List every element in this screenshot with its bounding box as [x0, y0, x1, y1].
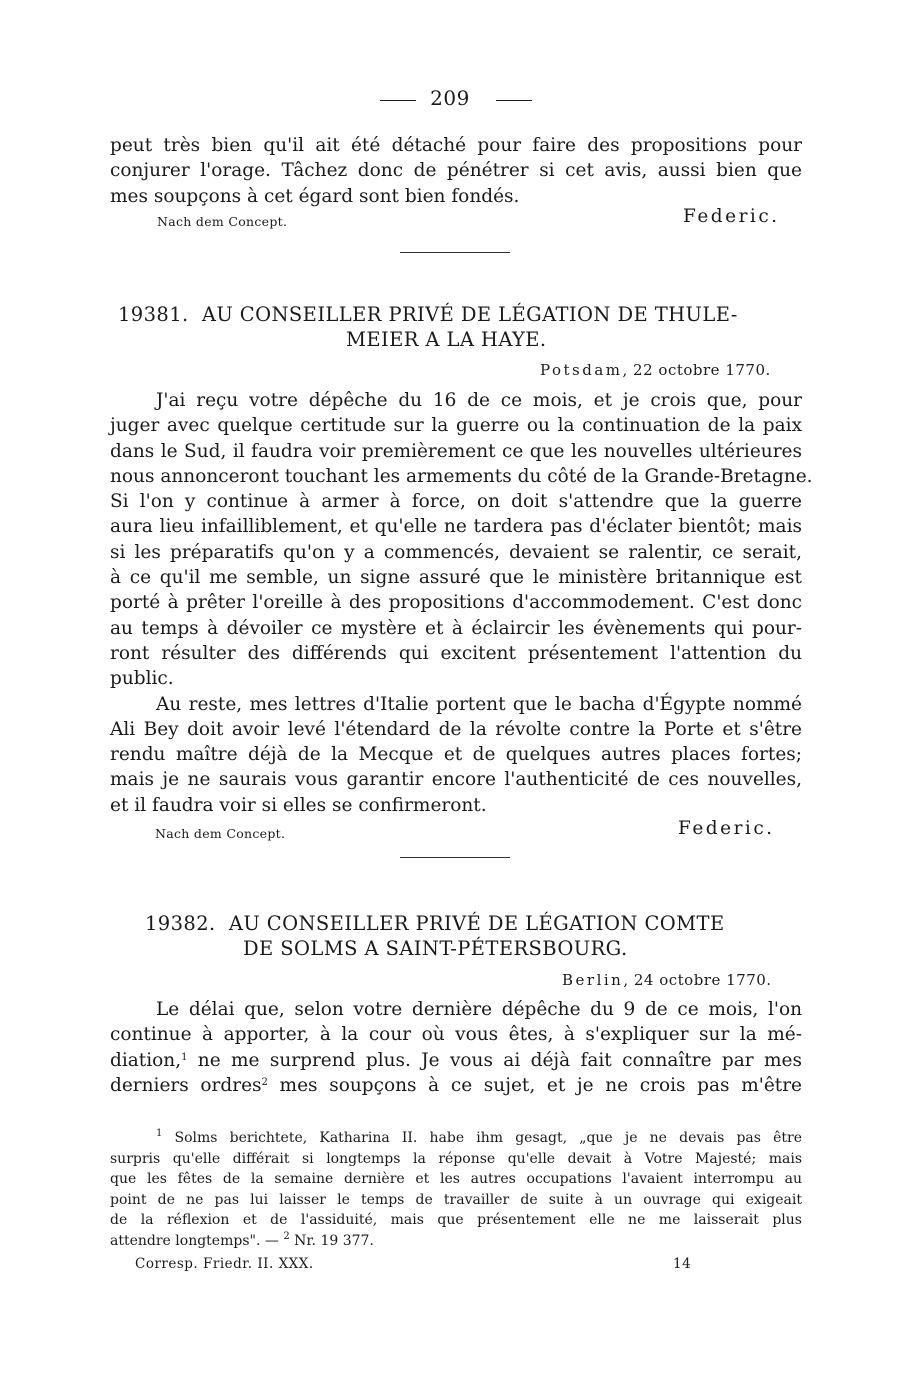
section-divider [400, 252, 510, 253]
text-line: juger avec quelque certitude sur la guerre ou la continuation de la paix [110, 415, 802, 437]
heading-text: AU CONSEILLER PRIVÉ DE LÉGATION COMTE [228, 912, 725, 935]
text-segment: ne me surprend plus. Je vous ai déjà fait connaître par mes [187, 1049, 802, 1071]
place: Potsdam [540, 361, 623, 379]
footnote-line: de la réflexion et de l'assiduité, mais que présentement elle ne me laisserait plus [110, 1212, 802, 1228]
footnote-line [110, 1231, 802, 1252]
continuation-text [110, 133, 802, 209]
footnote-marker: 2 [283, 1230, 290, 1242]
text-line [110, 1073, 802, 1098]
footnote [110, 1128, 802, 1251]
letter-heading [145, 911, 825, 961]
text-line: et il faudra voir si elles se confirmeront. [110, 794, 487, 816]
text-line: peut très bien qu'il ait été détaché pour faire des propositions pour [110, 135, 802, 156]
header-dash-right [496, 100, 532, 101]
heading-text: AU CONSEILLER PRIVÉ DE LÉGATION DE THULE- [201, 303, 738, 326]
text-line: Au reste, mes lettres d'Italie portent que le bacha d'Égypte nommé [156, 693, 802, 715]
text-segment: Nr. 19 377. [289, 1232, 374, 1249]
page-footer [135, 1256, 695, 1272]
section-divider [400, 857, 510, 858]
text-line: J'ai reçu votre dépêche du 16 de ce mois, et je crois que, pour [156, 390, 802, 411]
text-line: Le délai que, selon votre dernière dépêche du 9 de ce mois, l'on [156, 999, 802, 1020]
text-line: continue à apporter, à la cour où vous êtes, à s'expliquer sur la mé- [110, 1024, 802, 1046]
footnote-line: que les fêtes de la semaine dernière et les autres occupations l'avaient interrompu au [110, 1171, 802, 1187]
letter-number: 19382. [145, 912, 216, 935]
page-number: 209 [430, 86, 470, 110]
text-line: public. [110, 668, 174, 690]
text-segment: attendre longtemps". — [110, 1232, 284, 1249]
place-date [562, 971, 772, 989]
letter-number: 19381. [118, 303, 189, 326]
heading-line-2: DE SOLMS A SAINT-PÉTERSBOURG. [243, 937, 628, 960]
footnote-marker: 1 [156, 1128, 163, 1139]
letter-body [110, 388, 813, 818]
letter-body [110, 997, 802, 1098]
footnote-line [110, 1128, 802, 1149]
text-line: si les préparatifs qu'on y a commencés, devaient se ralentir, ce serait, [110, 541, 802, 563]
text-segment: diation, [110, 1049, 182, 1071]
page-header [0, 86, 900, 114]
text-line: au temps à dévoiler ce mystère et à éclaircir les évènements qui pour- [110, 617, 802, 639]
footnote-ref: 2 [261, 1076, 268, 1088]
heading-line-2: MEIER A LA HAYE. [346, 328, 547, 351]
footnote-line: surpris qu'elle différait si longtemps la réponse qu'elle devait à Votre Majesté; mais [110, 1150, 802, 1167]
text-line: rendu maître déjà de la Mecque et de quelques autres places fortes; [110, 744, 802, 766]
date: , 24 octobre 1770. [623, 971, 772, 989]
text-segment: Solms berichtete, Katharina II. habe ihm gesagt, „que je ne devais pas être [162, 1130, 802, 1146]
text-line: ront résulter des différends qui excitent présentement l'attention du [110, 642, 802, 664]
date: , 22 octobre 1770. [622, 361, 771, 379]
text-line: mais je ne saurais vous garantir encore l'authenticité de ces nouvelles, [110, 769, 802, 791]
footer-source: Corresp. Friedr. II. XXX. [135, 1256, 314, 1272]
text-line: à ce qu'il me semble, un signe assuré que le ministère britannique est [110, 567, 802, 589]
text-line: aura lieu infailliblement, et qu'elle ne tardera pas d'éclater bientôt; mais [110, 516, 802, 538]
text-line: Si l'on y continue à armer à force, on doit s'attendre que la guerre [110, 491, 802, 513]
text-line: nous annonceront touchant les armements du côté de la Grande-Bretagne. [110, 465, 813, 487]
text-segment: derniers ordres [110, 1074, 262, 1096]
signature: Federic. [683, 206, 780, 227]
source-note: Nach dem Concept. [155, 826, 286, 841]
heading-line-1 [145, 911, 825, 936]
place: Berlin [562, 971, 624, 989]
heading-line-1 [118, 302, 798, 327]
text-line [110, 1048, 802, 1073]
text-line: conjurer l'orage. Tâchez donc de pénétrer si cet avis, aussi bien que [110, 160, 802, 182]
footnote-ref: 1 [181, 1051, 188, 1063]
text-segment: mes soupçons à ce sujet, et je ne crois pas m'être [267, 1074, 802, 1096]
signature: Federic. [678, 818, 775, 839]
text-line: Ali Bey doit avoir levé l'étendard de la révolte contre la Porte et s'être [110, 718, 802, 740]
footnote-line: point de ne pas lui laisser le temps de travailler de suite à un ouvrage qui exigeait [110, 1191, 802, 1208]
place-date [540, 361, 771, 379]
text-line: dans le Sud, il faudra voir premièrement ce que les nouvelles ultérieures [110, 440, 802, 462]
signature-mark: 14 [673, 1256, 692, 1272]
source-note: Nach dem Concept. [157, 214, 288, 229]
letter-heading [118, 302, 798, 352]
text-line: porté à prêter l'oreille à des propositions d'accommodement. C'est donc [110, 592, 802, 614]
text-line: mes soupçons à cet égard sont bien fondés. [110, 185, 520, 207]
